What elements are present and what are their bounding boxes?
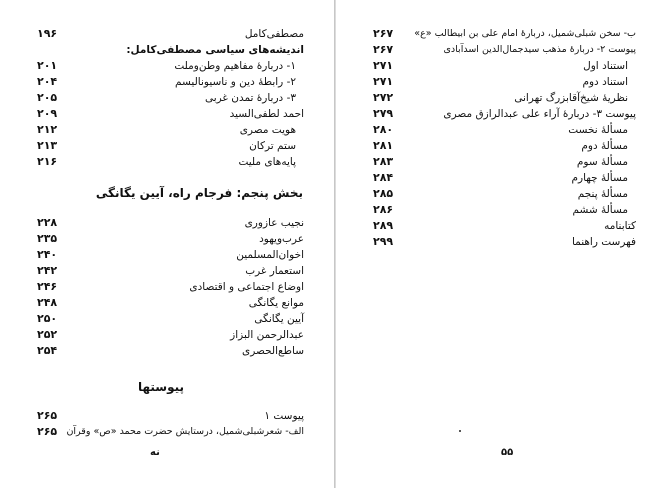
toc-entry: مسألهٔ ششم ۲۸۶ — [373, 203, 628, 216]
toc-group-1 — [37, 26, 304, 170]
print-speck — [459, 430, 461, 432]
page-folio: ۵۵ — [501, 447, 514, 458]
page-folio: نه — [150, 447, 160, 458]
toc-entry: هویت مصری ۲۱۲ — [37, 123, 296, 136]
toc-entry: ساطع‌الحصری ۲۵۴ — [37, 344, 304, 357]
toc-group-2 — [37, 215, 304, 359]
toc-entry: آیین یگانگی ۲۵۰ — [37, 312, 304, 325]
toc-entry: ستم ترکان ۲۱۳ — [37, 139, 296, 152]
toc-entry: عبدالرحمن البزاز ۲۵۲ — [37, 328, 304, 341]
toc-entry: پیوست ۳- دربارهٔ آراء علی عبدالرازق مصری ۲۷۹ — [373, 107, 636, 120]
toc-entry: موانع یگانگی ۲۴۸ — [37, 296, 304, 309]
toc-entry: اوضاع اجتماعی و اقتصادی ۲۴۶ — [37, 280, 304, 293]
toc-group-3 — [37, 408, 304, 440]
right-page — [336, 0, 671, 488]
toc-entry: اخوان‌المسلمین ۲۴۰ — [37, 248, 304, 261]
toc-entry: پیوست ۱ ۲۶۵ — [37, 409, 304, 422]
toc-entry: کتابنامه ۲۸۹ — [373, 219, 636, 232]
toc-entry: استعمار غرب ۲۴۲ — [37, 264, 304, 277]
toc-entry: نجیب عازوری ۲۲۸ — [37, 216, 304, 229]
toc-entry: مسألهٔ دوم ۲۸۱ — [373, 139, 628, 152]
toc-entry: ۳- دربارهٔ تمدن غربی ۲۰۵ — [37, 91, 296, 104]
toc-entry: ب- سخن شبلی‌شمیل، دربارهٔ امام علی بن ابیطالب «ع» ۲۶۷ — [373, 27, 636, 40]
toc-entry: اندیشه‌های سیاسی مصطفی‌کامل: — [126, 44, 304, 56]
toc-entry: مسألهٔ چهارم ۲۸۴ — [373, 171, 628, 184]
section-title: بخش پنجم: فرجام راه، آیین یگانگی — [95, 186, 303, 200]
toc-entry: ۱- دربارهٔ مفاهیم وطن‌وملت ۲۰۱ — [37, 59, 296, 72]
toc-entry: پایه‌های ملیت ۲۱۶ — [37, 155, 296, 168]
toc-entry: ۲- رابطهٔ دین و ناسیونالیسم ۲۰۴ — [37, 75, 296, 88]
toc-entry: پیوست ۲- دربارهٔ مذهب سیدجمال‌الدین اسدآبادی ۲۶۷ — [373, 43, 636, 56]
toc-entry: مسألهٔ سوم ۲۸۳ — [373, 155, 628, 168]
toc-entry: استناد دوم ۲۷۱ — [373, 75, 628, 88]
toc-entry: مصطفی‌کامل ۱۹۶ — [37, 27, 304, 40]
toc-entry: احمد لطفی‌السید ۲۰۹ — [37, 107, 304, 120]
toc-group-right — [373, 26, 636, 250]
toc-entry: فهرست راهنما ۲۹۹ — [373, 235, 636, 248]
appendix-title: پیوستها — [137, 380, 184, 394]
toc-entry: مسألهٔ پنجم ۲۸۵ — [373, 187, 628, 200]
toc-entry: استناد اول ۲۷۱ — [373, 59, 628, 72]
toc-entry: نظریهٔ شیخ‌آقابزرگ تهرانی ۲۷۲ — [373, 91, 628, 104]
toc-entry: عرب‌ویهود ۲۳۵ — [37, 232, 304, 245]
toc-entry: الف- شعرشبلی‌شمیل، درستایش حضرت محمد «ص» وقرآن ۲۶۵ — [37, 425, 304, 438]
toc-entry: مسألهٔ نخست ۲۸۰ — [373, 123, 628, 136]
